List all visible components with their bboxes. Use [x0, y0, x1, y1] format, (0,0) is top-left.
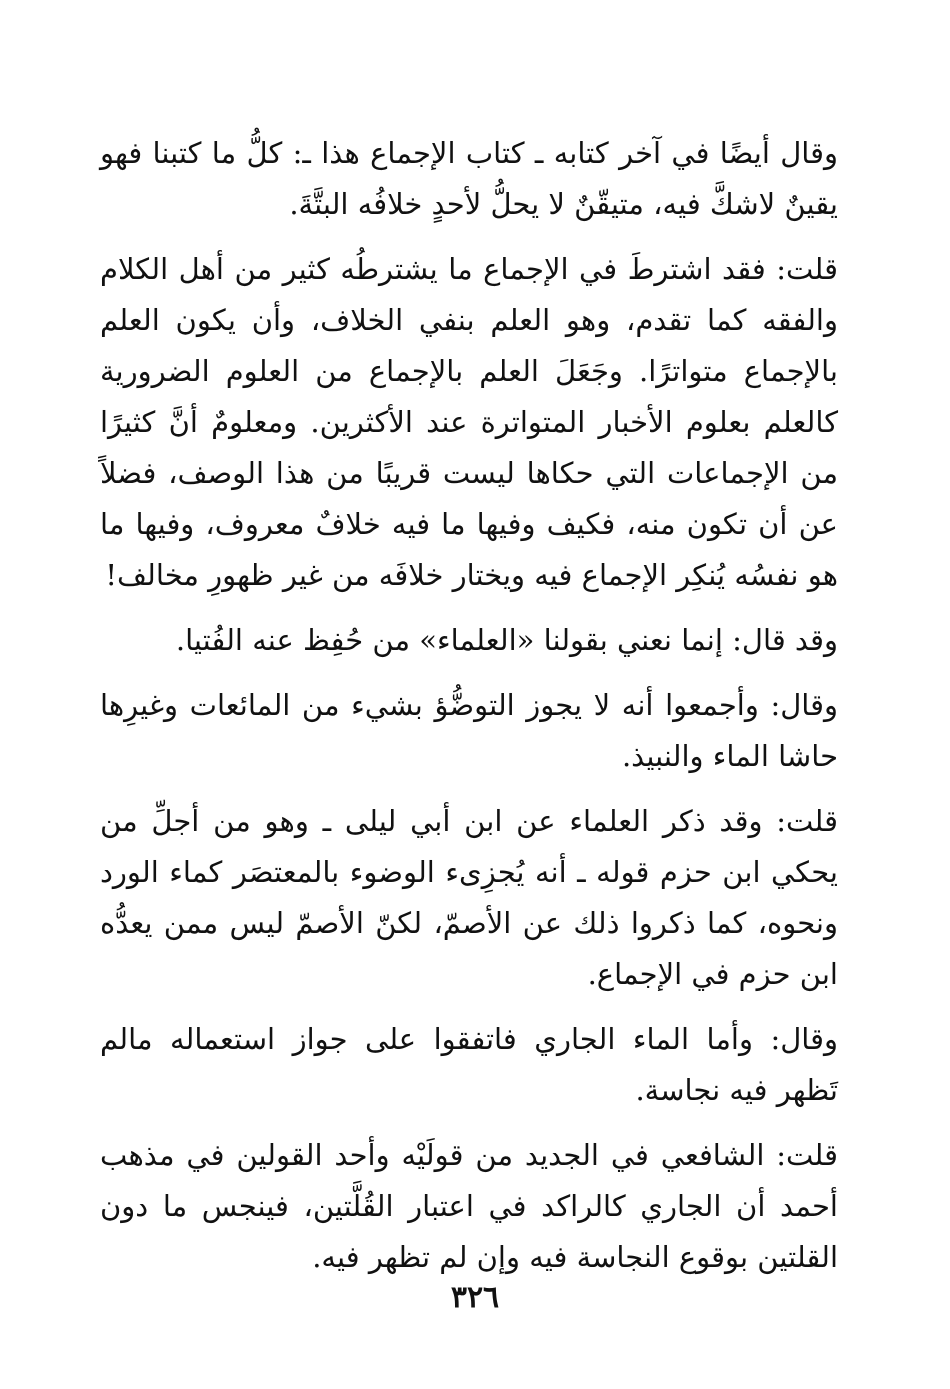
paragraph-5: قلت: وقد ذكر العلماء عن ابن أبي ليلى ـ وهو من أجلِّ من يحكي ابن حزم قوله ـ أنه يُجزِىء الوضوء بالمعتصَر كماء الورد ونحوه، كما ذكروا ذلك عن الأصمّ، لكنّ الأصمّ ليس ممن يعدُّه ابن حزم في الإجماع. — [100, 804, 838, 991]
paragraph-1: وقال أيضًا في آخر كتابه ـ كتاب الإجماع هذا ـ: كلُّ ما كتبنا فهو يقينٌ لاشكَّ فيه، متيقّنٌ لا يحلُّ لأحدٍ خلافُه البتَّةَ. — [100, 136, 838, 221]
body-text — [100, 128, 838, 1297]
paragraph-3: وقد قال: إنما نعني بقولنا «العلماء» من حُفِظ عنه الفُتيا. — [175, 623, 838, 657]
paragraph-6: وقال: وأما الماء الجاري فاتفقوا على جواز استعماله مالم تَظهر فيه نجاسة. — [100, 1022, 838, 1107]
paragraph-2: قلت: فقد اشترطَ في الإجماع ما يشترطُه كثير من أهل الكلام والفقه كما تقدم، وهو العلم بنفي الخلاف، وأن يكون العلم بالإجماع متواترًا. وجَعَلَ العلم بالإجماع من العلوم الضرورية كالعلم بعلوم الأخبار المتواترة عند الأكثرين. ومعلومٌ أنَّ كثيرًا من الإجماعات التي حكاها ليست قريبًا من هذا الوصف، فضلاً عن أن تكون منه، فكيف وفيها ما فيه خلافٌ معروف، وفيها ما هو نفسُه يُنكِر الإجماع فيه ويختار خلافَه من غير ظهورِ مخالف! — [100, 252, 838, 592]
page-number: ٣٢٦ — [450, 1280, 500, 1315]
paragraph-7: قلت: الشافعي في الجديد من قولَيْه وأحد القولين في مذهب أحمد أن الجاري كالراكد في اعتبار القُلَّتين، فينجس ما دون القلتين بوقوع النجاسة فيه وإن لم تظهر فيه. — [100, 1138, 838, 1274]
paragraph-4: وقال: وأجمعوا أنه لا يجوز التوضُّؤ بشيء من المائعات وغيرِها حاشا الماء والنبيذ. — [100, 688, 838, 773]
